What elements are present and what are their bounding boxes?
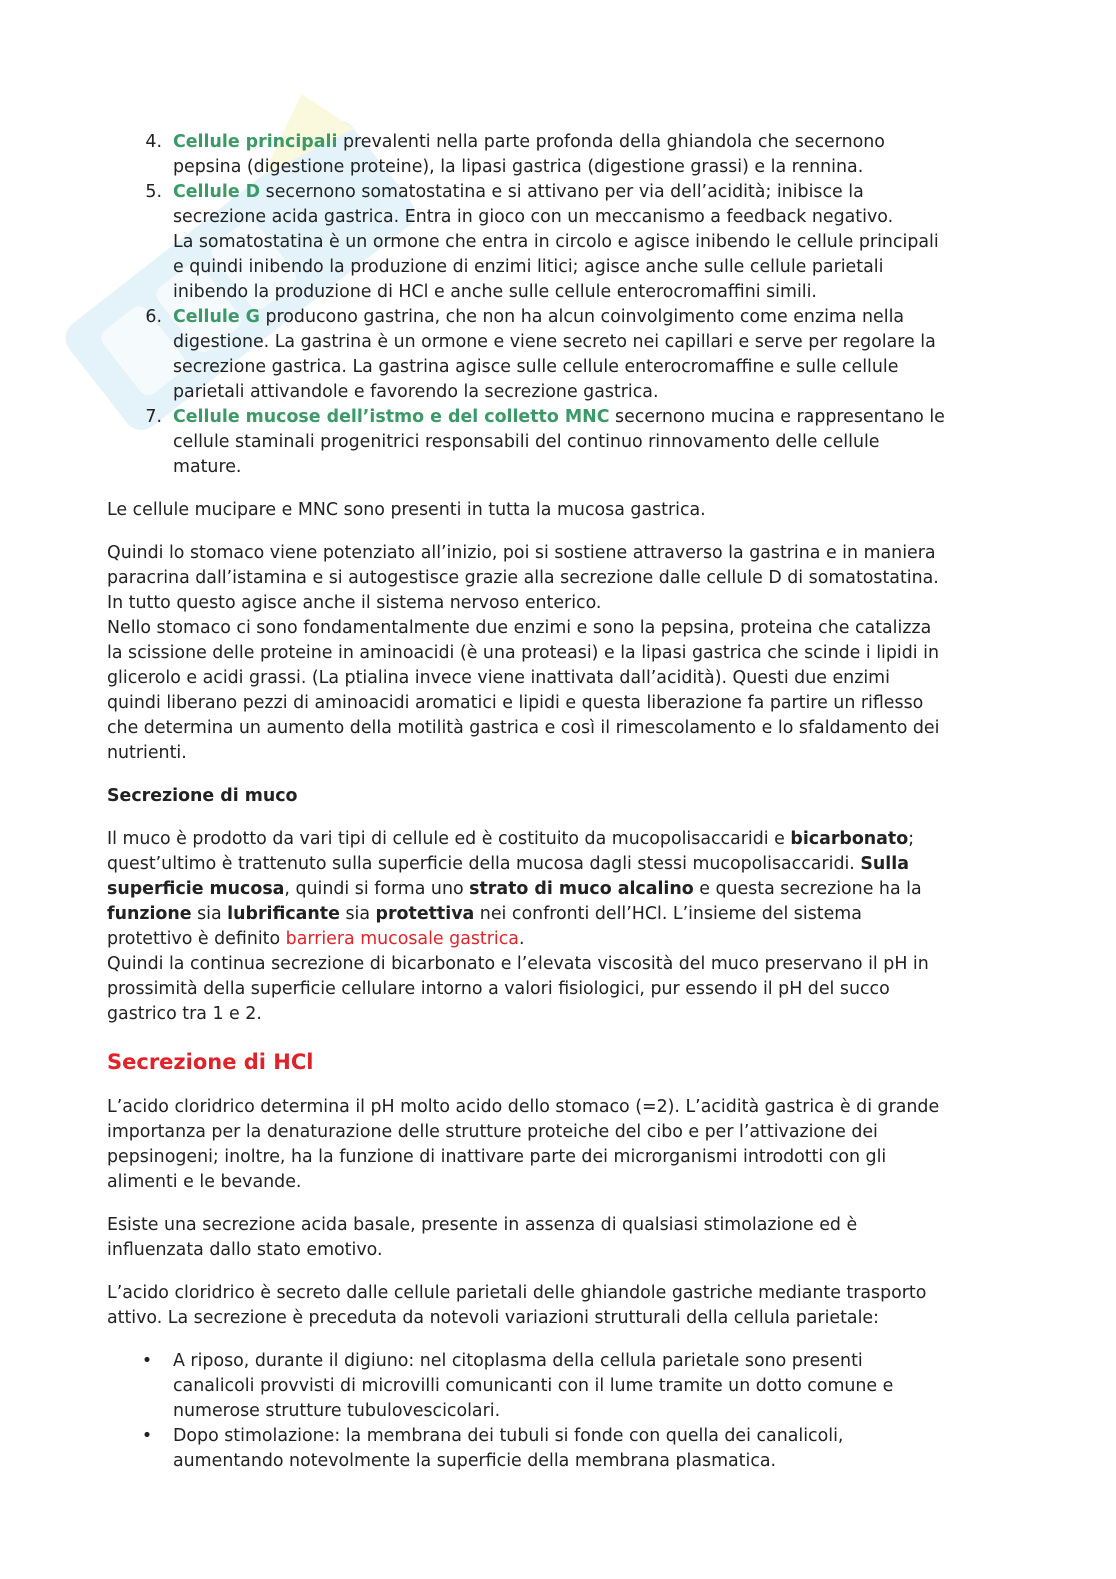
text-line: alimenti e le bevande. xyxy=(107,1172,302,1192)
text-line: nutrienti. xyxy=(107,743,187,763)
text-line: digestione. La gastrina è un ormone e viene secreto nei capillari e serve per regolare la xyxy=(173,332,936,352)
text-line: la scissione delle proteine in aminoacidi (è una proteasi) e la lipasi gastrica che scinde i lipidi in xyxy=(107,643,939,663)
section-heading-hcl: Secrezione di HCl xyxy=(107,1050,314,1074)
paragraph-stomach-regulation xyxy=(107,541,1007,766)
list-item xyxy=(145,130,1007,180)
text-line: A riposo, durante il digiuno: nel citoplasma della cellula parietale sono presenti xyxy=(173,1351,863,1371)
text-line: che determina un aumento della motilità gastrica e così il rimescolamento e lo sfaldamento dei xyxy=(107,718,940,738)
bold-term: protettiva xyxy=(375,904,475,924)
cell-type-title: Cellule mucose dell’istmo e del colletto MNC xyxy=(173,407,610,427)
paragraph-mucipare xyxy=(107,498,1007,523)
text-line: canalicoli provvisti di microvilli comunicanti con il lume tramite un dotto comune e xyxy=(173,1376,894,1396)
text-line: prevalenti nella parte profonda della ghiandola che secernono xyxy=(337,132,885,152)
text-run: , quindi si forma uno xyxy=(284,879,470,899)
text-line: Nello stomaco ci sono fondamentalmente due enzimi e sono la pepsina, proteina che catalizza xyxy=(107,618,932,638)
paragraph-muco xyxy=(107,827,1007,1027)
text-run: Quindi la continua secrezione di bicarbonato e l’elevata viscosità del muco preservano il pH in xyxy=(107,954,929,974)
bullet-icon: • xyxy=(141,1426,153,1446)
text-line: secernono somatostatina e si attivano per via dell’acidità; inibisce la xyxy=(260,182,864,202)
text-line: Dopo stimolazione: la membrana dei tubuli si fonde con quella dei canalicoli, xyxy=(173,1426,844,1446)
text-line: numerose strutture tubulovescicolari. xyxy=(173,1401,501,1421)
text-line: La somatostatina è un ormone che entra in circolo e agisce inibendo le cellule principali xyxy=(173,232,939,252)
text-line: pepsina (digestione proteine), la lipasi gastrica (digestione grassi) e la rennina. xyxy=(173,157,864,177)
text-line: importanza per la denaturazione delle strutture proteiche del cibo e per l’attivazione dei xyxy=(107,1122,878,1142)
highlighted-term: barriera mucosale gastrica xyxy=(285,929,519,949)
list-number: 7. xyxy=(145,407,162,427)
text-line: quindi liberano pezzi di aminoacidi aromatici e lipidi e questa liberazione fa partire un riflesso xyxy=(107,693,924,713)
text-line: e quindi inibendo la produzione di enzimi litici; agisce anche sulle cellule parietali xyxy=(173,257,884,277)
bold-term: bicarbonato xyxy=(790,829,909,849)
text-run: gastrico tra 1 e 2. xyxy=(107,1004,262,1024)
bold-term: lubrificante xyxy=(227,904,340,924)
subheading-muco: Secrezione di muco xyxy=(107,786,298,806)
list-number: 6. xyxy=(145,307,162,327)
list-item xyxy=(141,1424,1007,1474)
text-run: prossimità della superficie cellulare intorno a valori fisiologici, pur essendo il pH del succo xyxy=(107,979,890,999)
cell-type-title: Cellule G xyxy=(173,307,260,327)
list-item xyxy=(145,405,1007,480)
paragraph-hcl-3 xyxy=(107,1281,1007,1331)
text-line: cellule staminali progenitrici responsabili del continuo rinnovamento delle cellule xyxy=(173,432,880,452)
text-line: inibendo la produzione di HCl e anche sulle cellule enterocromaffini simili. xyxy=(173,282,817,302)
list-number: 5. xyxy=(145,182,162,202)
text-line: influenzata dallo stato emotivo. xyxy=(107,1240,383,1260)
text-run: sia xyxy=(339,904,376,924)
text-line: In tutto questo agisce anche il sistema nervoso enterico. xyxy=(107,593,602,613)
text-line: Quindi lo stomaco viene potenziato all’inizio, poi si sostiene attraverso la gastrina e in maniera xyxy=(107,543,936,563)
text-run: protettivo è definito xyxy=(107,929,286,949)
text-line: producono gastrina, che non ha alcun coinvolgimento come enzima nella xyxy=(259,307,905,327)
document-page xyxy=(107,130,1007,1474)
text-line: parietali attivandole e favorendo la secrezione gastrica. xyxy=(173,382,659,402)
list-item xyxy=(145,305,1007,405)
paragraph-hcl-2 xyxy=(107,1213,1007,1263)
text-line: pepsinogeni; inoltre, ha la funzione di inattivare parte dei microrganismi introdotti con gli xyxy=(107,1147,887,1167)
bold-term: strato di muco alcalino xyxy=(469,879,694,899)
cell-type-title: Cellule principali xyxy=(173,132,338,152)
cell-type-title: Cellule D xyxy=(173,182,261,202)
bold-term: funzione xyxy=(107,904,192,924)
text-line: L’acido cloridrico è secreto dalle cellule parietali delle ghiandole gastriche mediante trasporto xyxy=(107,1283,927,1303)
text-run: sia xyxy=(191,904,228,924)
text-line: mature. xyxy=(173,457,242,477)
text-line: Esiste una secrezione acida basale, presente in assenza di qualsiasi stimolazione ed è xyxy=(107,1215,858,1235)
bold-term: superficie mucosa xyxy=(107,879,285,899)
text-run: . xyxy=(518,929,525,949)
text-line: secrezione gastrica. La gastrina agisce sulle cellule enterocromaffine e sulle cellule xyxy=(173,357,899,377)
text-run: quest’ultimo è trattenuto sulla superficie della mucosa dagli stessi mucopolisaccaridi. xyxy=(107,854,861,874)
text-run: nei confronti dell’HCl. L’insieme del sistema xyxy=(474,904,862,924)
cell-types-list xyxy=(107,130,1007,480)
text-run: ; xyxy=(908,829,915,849)
list-number: 4. xyxy=(145,132,162,152)
text-line: secrezione acida gastrica. Entra in gioco con un meccanismo a feedback negativo. xyxy=(173,207,894,227)
parietal-cell-states-list xyxy=(107,1349,1007,1474)
paragraph-hcl-1 xyxy=(107,1095,1007,1195)
text-line: aumentando notevolmente la superficie della membrana plasmatica. xyxy=(173,1451,777,1471)
text-line: glicerolo e acidi grassi. (La ptialina invece viene inattivata dall’acidità). Questi due enzimi xyxy=(107,668,890,688)
bullet-icon: • xyxy=(141,1351,153,1371)
list-item xyxy=(141,1349,1007,1424)
text-line: paracrina dall’istamina e si autogestisce grazie alla secrezione dalle cellule D di somatostatina. xyxy=(107,568,939,588)
text-line: attivo. La secrezione è preceduta da notevoli variazioni strutturali della cellula parietale: xyxy=(107,1308,879,1328)
text-line: L’acido cloridrico determina il pH molto acido dello stomaco (=2). L’acidità gastrica è di grande xyxy=(107,1097,940,1117)
text-run: e questa secrezione ha la xyxy=(693,879,922,899)
list-item xyxy=(145,180,1007,305)
text-line: Le cellule mucipare e MNC sono presenti in tutta la mucosa gastrica. xyxy=(107,500,706,520)
text-run: Il muco è prodotto da vari tipi di cellule ed è costituito da mucopolisaccaridi e xyxy=(107,829,791,849)
bold-term: Sulla xyxy=(860,854,909,874)
text-line: secernono mucina e rappresentano le xyxy=(609,407,945,427)
